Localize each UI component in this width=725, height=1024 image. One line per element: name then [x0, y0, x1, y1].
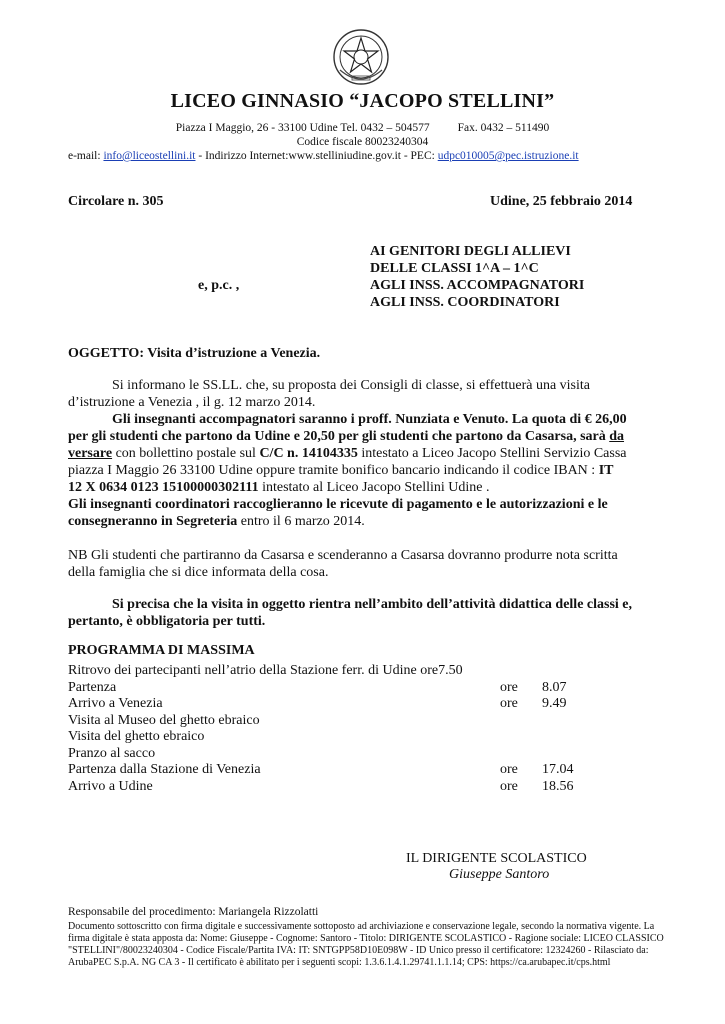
program-activity: Visita del ghetto ebraico [68, 729, 205, 744]
program-row [68, 746, 628, 763]
program-activity: Arrivo a Udine [68, 778, 153, 794]
notice-line-1: Si precisa che la visita in oggetto rientra nell’ambito dell’attività didattica delle classi e, [112, 597, 633, 612]
paragraph-3-line-2 [68, 513, 365, 530]
program-ore-label: ore [500, 696, 518, 711]
address-phone: Piazza I Maggio, 26 - 33100 Udine Tel. 0432 – 504577 [175, 122, 430, 134]
program-heading: PROGRAMMA DI MASSIMA [68, 643, 255, 658]
deadline-text: entro il 6 marzo 2014. [237, 514, 365, 529]
recipient-line-2: DELLE CLASSI 1^A – 1^C [370, 261, 539, 276]
fee-text: per gli studenti che partono da Udine e 20,50 per gli studenti che partono da Casarsa, sarà [68, 429, 606, 444]
bollettino-text: con bollettino postale sul [112, 446, 260, 461]
internet-text: - Indirizzo Internet:www.stelliniudine.gov.it - PEC: [195, 150, 435, 162]
versare-underlined: versare [68, 446, 113, 461]
footer-line-2: firma digitale è stata apposta da: Nome: Giuseppe - Cognome: Santoro - Titolo: DIRIGENTE SCOLASTICO - Ragione sociale: LICEO CLASSICO [68, 933, 664, 944]
postal-account: C/C n. 14104335 [259, 446, 358, 461]
notice-line-2: pertanto, è obbligatoria per tutti. [68, 614, 266, 629]
circular-number: Circolare n. 305 [68, 194, 164, 209]
republic-emblem-icon [330, 26, 392, 88]
bank-text: piazza I Maggio 26 33100 Udine oppure tramite bonifico bancario indicando il codice IBAN : [68, 463, 599, 478]
program-row [68, 680, 628, 697]
program-ore-label: ore [500, 762, 518, 777]
fax-number: Fax. 0432 – 511490 [457, 122, 550, 134]
subject-line: OGGETTO: Visita d’istruzione a Venezia. [68, 346, 321, 361]
paragraph-2-line-1: Gli insegnanti accompagnatori saranno i proff. Nunziata e Venuto. La quota di € 26,00 [112, 412, 627, 427]
program-activity: Partenza dalla Stazione di Venezia [68, 762, 261, 777]
program-row [68, 663, 628, 680]
program-time: 17.04 [542, 762, 574, 777]
paragraph-1-line-1: Si informano le SS.LL. che, su proposta dei Consigli di classe, si effettuerà una visita [112, 378, 590, 393]
program-row [68, 779, 628, 796]
paragraph-2-line-3 [68, 445, 627, 462]
paragraph-2-line-4 [68, 462, 613, 479]
tax-code: Codice fiscale 80023240304 [296, 136, 429, 148]
segreteria-text: consegneranno in Segreteria [68, 514, 238, 529]
recipient-line-1: AI GENITORI DEGLI ALLIEVI [370, 244, 571, 259]
program-row [68, 696, 628, 713]
paragraph-2-line-5 [68, 479, 490, 496]
recipient-line-3: AGLI INSS. ACCOMPAGNATORI [370, 278, 585, 293]
da-underlined: da [609, 429, 625, 444]
per-conoscenza: e, p.c. , [198, 278, 240, 293]
email-link[interactable]: info@liceostellini.it [103, 150, 196, 162]
program-ore-label: ore [500, 679, 518, 695]
pec-link[interactable]: udpc010005@pec.istruzione.it [437, 150, 579, 162]
email-label: e-mail: [68, 150, 101, 162]
account-holder: intestato a Liceo Jacopo Stellini Servizio Cassa [357, 446, 627, 461]
program-activity: Arrivo a Venezia [68, 696, 163, 711]
footer-line-3: "STELLINI"/80023240304 - Codice Fiscale/Partita IVA: IT: SNTGPP58D10E098W - ID Unico presso il certificatore: 12324260 - Rilasciato da: [68, 945, 649, 956]
circular-date: Udine, 25 febbraio 2014 [490, 194, 633, 209]
iban-holder: intestato al Liceo Jacopo Stellini Udine . [258, 480, 490, 495]
paragraph-2-line-2 [68, 428, 624, 445]
footer-line-4: ArubaPEC S.p.A. NG CA 3 - Il certificato è abilitato per i seguenti scopi: 1.3.6.1.4.1.29741.1.1.14; CPS: https://ca.arubapec.it/cps.html [68, 957, 611, 968]
recipient-line-4: AGLI INSS. COORDINATORI [370, 295, 560, 310]
school-name: LICEO GINNASIO “JACOPO STELLINI” [170, 90, 555, 112]
school-address [0, 122, 725, 134]
responsible-person: Responsabile del procedimento: Mariangela Rizzolatti [68, 906, 319, 918]
paragraph-1-line-2: d’istruzione a Venezia , il g. 12 marzo 2014. [68, 395, 316, 410]
signature-name: Giuseppe Santoro [449, 867, 550, 882]
iban-number: 12 X 0634 0123 15100000302111 [68, 480, 259, 495]
program-activity: Ritrovo dei partecipanti nell’atrio della Stazione ferr. di Udine ore7.50 [68, 663, 463, 678]
program-time: 8.07 [542, 679, 567, 695]
iban-start: IT [598, 463, 614, 478]
nb-line-1: NB Gli studenti che partiranno da Casarsa e scenderanno a Casarsa dovranno produrre nota scritta [68, 548, 618, 563]
program-row [68, 713, 628, 730]
program-activity: Visita al Museo del ghetto ebraico [68, 712, 260, 728]
nb-line-2: della famiglia che si dice informata della cosa. [68, 565, 329, 580]
program-row [68, 762, 628, 779]
signature-role: IL DIRIGENTE SCOLASTICO [406, 851, 587, 866]
footer-line-1: Documento sottoscritto con firma digitale e successivamente sottoposto ad archiviazione e conservazione legale, secondo la normativa vigente. La [68, 921, 655, 932]
program-row [68, 729, 628, 746]
program-activity: Partenza [68, 679, 117, 695]
program-ore-label: ore [500, 778, 518, 794]
paragraph-3-line-1: Gli insegnanti coordinatori raccoglieranno le ricevute di pagamento e le autorizzazioni e le [68, 497, 608, 512]
program-time: 9.49 [542, 696, 567, 711]
contacts-line [68, 150, 579, 162]
program-activity: Pranzo al sacco [68, 745, 156, 761]
program-time: 18.56 [542, 778, 574, 794]
